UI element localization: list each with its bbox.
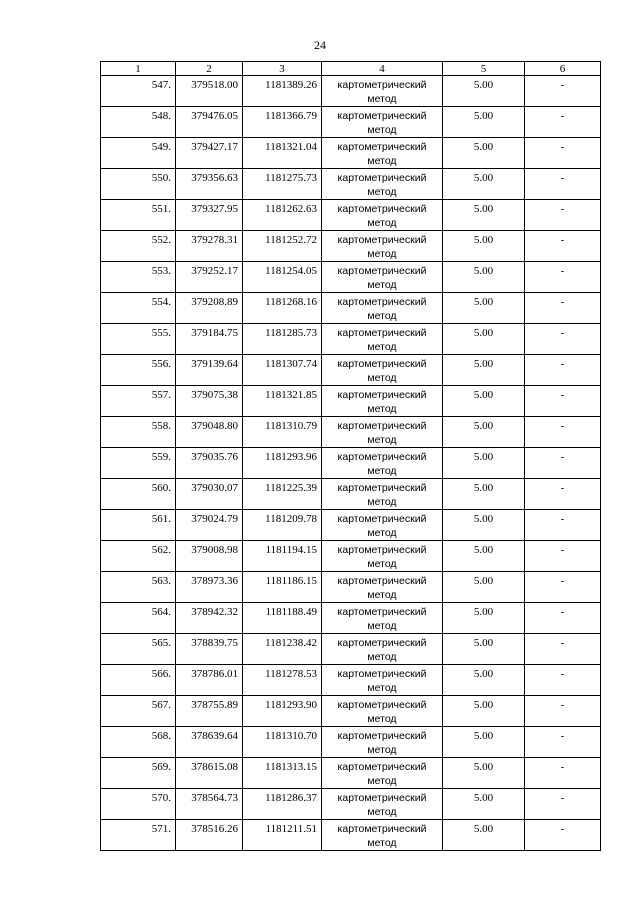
header-col-5: 5: [443, 62, 525, 76]
accuracy-cell: 5.00: [443, 479, 525, 510]
table-row: [101, 200, 601, 231]
y-coordinate-cell: 1181293.96: [243, 448, 322, 479]
table-row: [101, 417, 601, 448]
method-cell: картометрический метод: [322, 200, 443, 231]
table-row: [101, 107, 601, 138]
y-coordinate-cell: 1181321.04: [243, 138, 322, 169]
note-cell: -: [525, 417, 601, 448]
point-number-cell: 562.: [101, 541, 176, 572]
note-cell: -: [525, 727, 601, 758]
point-number-cell: 567.: [101, 696, 176, 727]
accuracy-cell: 5.00: [443, 696, 525, 727]
y-coordinate-cell: 1181307.74: [243, 355, 322, 386]
y-coordinate-cell: 1181268.16: [243, 293, 322, 324]
table-row: [101, 231, 601, 262]
x-coordinate-cell: 379252.17: [176, 262, 243, 293]
x-coordinate-cell: 379356.63: [176, 169, 243, 200]
method-cell: картометрический метод: [322, 665, 443, 696]
accuracy-cell: 5.00: [443, 789, 525, 820]
point-number-cell: 557.: [101, 386, 176, 417]
method-cell: картометрический метод: [322, 634, 443, 665]
point-number-cell: 551.: [101, 200, 176, 231]
point-number-cell: 566.: [101, 665, 176, 696]
method-cell: картометрический метод: [322, 603, 443, 634]
note-cell: -: [525, 355, 601, 386]
x-coordinate-cell: 379327.95: [176, 200, 243, 231]
x-coordinate-cell: 378942.32: [176, 603, 243, 634]
header-col-1: 1: [101, 62, 176, 76]
page-number: 24: [314, 38, 326, 52]
accuracy-cell: 5.00: [443, 76, 525, 107]
point-number-cell: 555.: [101, 324, 176, 355]
method-cell: картометрический метод: [322, 76, 443, 107]
note-cell: -: [525, 324, 601, 355]
y-coordinate-cell: 1181389.26: [243, 76, 322, 107]
table-row: [101, 76, 601, 107]
accuracy-cell: 5.00: [443, 231, 525, 262]
x-coordinate-cell: 378564.73: [176, 789, 243, 820]
method-cell: картометрический метод: [322, 138, 443, 169]
point-number-cell: 568.: [101, 727, 176, 758]
accuracy-cell: 5.00: [443, 169, 525, 200]
table-row: [101, 696, 601, 727]
point-number-cell: 564.: [101, 603, 176, 634]
note-cell: -: [525, 634, 601, 665]
point-number-cell: 552.: [101, 231, 176, 262]
method-cell: картометрический метод: [322, 324, 443, 355]
y-coordinate-cell: 1181262.63: [243, 200, 322, 231]
point-number-cell: 570.: [101, 789, 176, 820]
header-col-4: 4: [322, 62, 443, 76]
method-cell: картометрический метод: [322, 169, 443, 200]
accuracy-cell: 5.00: [443, 634, 525, 665]
x-coordinate-cell: 379139.64: [176, 355, 243, 386]
table-row: [101, 169, 601, 200]
y-coordinate-cell: 1181310.70: [243, 727, 322, 758]
accuracy-cell: 5.00: [443, 107, 525, 138]
table-row: [101, 758, 601, 789]
accuracy-cell: 5.00: [443, 293, 525, 324]
note-cell: -: [525, 789, 601, 820]
y-coordinate-cell: 1181275.73: [243, 169, 322, 200]
method-cell: картометрический метод: [322, 820, 443, 851]
table-row: [101, 510, 601, 541]
y-coordinate-cell: 1181293.90: [243, 696, 322, 727]
table-body: [101, 76, 601, 851]
x-coordinate-cell: 379278.31: [176, 231, 243, 262]
note-cell: -: [525, 231, 601, 262]
y-coordinate-cell: 1181254.05: [243, 262, 322, 293]
header-col-2: 2: [176, 62, 243, 76]
point-number-cell: 548.: [101, 107, 176, 138]
x-coordinate-cell: 379518.00: [176, 76, 243, 107]
method-cell: картометрический метод: [322, 789, 443, 820]
table-row: [101, 479, 601, 510]
method-cell: картометрический метод: [322, 510, 443, 541]
accuracy-cell: 5.00: [443, 386, 525, 417]
table-header-row: [101, 62, 601, 76]
point-number-cell: 571.: [101, 820, 176, 851]
y-coordinate-cell: 1181225.39: [243, 479, 322, 510]
method-cell: картометрический метод: [322, 572, 443, 603]
note-cell: -: [525, 107, 601, 138]
method-cell: картометрический метод: [322, 355, 443, 386]
note-cell: -: [525, 820, 601, 851]
method-cell: картометрический метод: [322, 386, 443, 417]
header-col-3: 3: [243, 62, 322, 76]
table-row: [101, 138, 601, 169]
x-coordinate-cell: 379208.89: [176, 293, 243, 324]
x-coordinate-cell: 378973.36: [176, 572, 243, 603]
point-number-cell: 549.: [101, 138, 176, 169]
accuracy-cell: 5.00: [443, 510, 525, 541]
coordinates-table: [100, 61, 601, 851]
x-coordinate-cell: 379427.17: [176, 138, 243, 169]
y-coordinate-cell: 1181278.53: [243, 665, 322, 696]
y-coordinate-cell: 1181186.15: [243, 572, 322, 603]
x-coordinate-cell: 378755.89: [176, 696, 243, 727]
accuracy-cell: 5.00: [443, 727, 525, 758]
note-cell: -: [525, 200, 601, 231]
table-row: [101, 727, 601, 758]
accuracy-cell: 5.00: [443, 262, 525, 293]
table-row: [101, 541, 601, 572]
accuracy-cell: 5.00: [443, 603, 525, 634]
point-number-cell: 559.: [101, 448, 176, 479]
method-cell: картометрический метод: [322, 541, 443, 572]
point-number-cell: 560.: [101, 479, 176, 510]
y-coordinate-cell: 1181194.15: [243, 541, 322, 572]
y-coordinate-cell: 1181252.72: [243, 231, 322, 262]
method-cell: картометрический метод: [322, 479, 443, 510]
y-coordinate-cell: 1181321.85: [243, 386, 322, 417]
point-number-cell: 563.: [101, 572, 176, 603]
note-cell: -: [525, 758, 601, 789]
note-cell: -: [525, 603, 601, 634]
table-row: [101, 820, 601, 851]
x-coordinate-cell: 379184.75: [176, 324, 243, 355]
note-cell: -: [525, 448, 601, 479]
accuracy-cell: 5.00: [443, 541, 525, 572]
accuracy-cell: 5.00: [443, 138, 525, 169]
point-number-cell: 547.: [101, 76, 176, 107]
note-cell: -: [525, 479, 601, 510]
note-cell: -: [525, 541, 601, 572]
method-cell: картометрический метод: [322, 448, 443, 479]
method-cell: картометрический метод: [322, 293, 443, 324]
method-cell: картометрический метод: [322, 107, 443, 138]
table-row: [101, 634, 601, 665]
table-row: [101, 386, 601, 417]
y-coordinate-cell: 1181238.42: [243, 634, 322, 665]
method-cell: картометрический метод: [322, 417, 443, 448]
note-cell: -: [525, 696, 601, 727]
x-coordinate-cell: 378615.08: [176, 758, 243, 789]
point-number-cell: 558.: [101, 417, 176, 448]
x-coordinate-cell: 378639.64: [176, 727, 243, 758]
table-row: [101, 324, 601, 355]
x-coordinate-cell: 379075.38: [176, 386, 243, 417]
accuracy-cell: 5.00: [443, 572, 525, 603]
x-coordinate-cell: 379035.76: [176, 448, 243, 479]
method-cell: картометрический метод: [322, 262, 443, 293]
table-row: [101, 572, 601, 603]
y-coordinate-cell: 1181209.78: [243, 510, 322, 541]
table-row: [101, 448, 601, 479]
table-row: [101, 603, 601, 634]
y-coordinate-cell: 1181211.51: [243, 820, 322, 851]
table-row: [101, 665, 601, 696]
point-number-cell: 565.: [101, 634, 176, 665]
accuracy-cell: 5.00: [443, 758, 525, 789]
accuracy-cell: 5.00: [443, 324, 525, 355]
note-cell: -: [525, 169, 601, 200]
note-cell: -: [525, 76, 601, 107]
note-cell: -: [525, 386, 601, 417]
accuracy-cell: 5.00: [443, 355, 525, 386]
accuracy-cell: 5.00: [443, 448, 525, 479]
method-cell: картометрический метод: [322, 231, 443, 262]
x-coordinate-cell: 379024.79: [176, 510, 243, 541]
point-number-cell: 569.: [101, 758, 176, 789]
note-cell: -: [525, 665, 601, 696]
point-number-cell: 556.: [101, 355, 176, 386]
note-cell: -: [525, 138, 601, 169]
method-cell: картометрический метод: [322, 727, 443, 758]
x-coordinate-cell: 378786.01: [176, 665, 243, 696]
x-coordinate-cell: 379008.98: [176, 541, 243, 572]
x-coordinate-cell: 379476.05: [176, 107, 243, 138]
accuracy-cell: 5.00: [443, 665, 525, 696]
y-coordinate-cell: 1181285.73: [243, 324, 322, 355]
y-coordinate-cell: 1181286.37: [243, 789, 322, 820]
y-coordinate-cell: 1181313.15: [243, 758, 322, 789]
y-coordinate-cell: 1181366.79: [243, 107, 322, 138]
accuracy-cell: 5.00: [443, 200, 525, 231]
note-cell: -: [525, 510, 601, 541]
point-number-cell: 550.: [101, 169, 176, 200]
x-coordinate-cell: 378516.26: [176, 820, 243, 851]
table-row: [101, 293, 601, 324]
accuracy-cell: 5.00: [443, 820, 525, 851]
table-row: [101, 355, 601, 386]
method-cell: картометрический метод: [322, 696, 443, 727]
table-row: [101, 262, 601, 293]
note-cell: -: [525, 293, 601, 324]
point-number-cell: 561.: [101, 510, 176, 541]
table-row: [101, 789, 601, 820]
x-coordinate-cell: 379030.07: [176, 479, 243, 510]
method-cell: картометрический метод: [322, 758, 443, 789]
y-coordinate-cell: 1181188.49: [243, 603, 322, 634]
point-number-cell: 553.: [101, 262, 176, 293]
y-coordinate-cell: 1181310.79: [243, 417, 322, 448]
note-cell: -: [525, 262, 601, 293]
x-coordinate-cell: 378839.75: [176, 634, 243, 665]
note-cell: -: [525, 572, 601, 603]
header-col-6: 6: [525, 62, 601, 76]
accuracy-cell: 5.00: [443, 417, 525, 448]
point-number-cell: 554.: [101, 293, 176, 324]
x-coordinate-cell: 379048.80: [176, 417, 243, 448]
